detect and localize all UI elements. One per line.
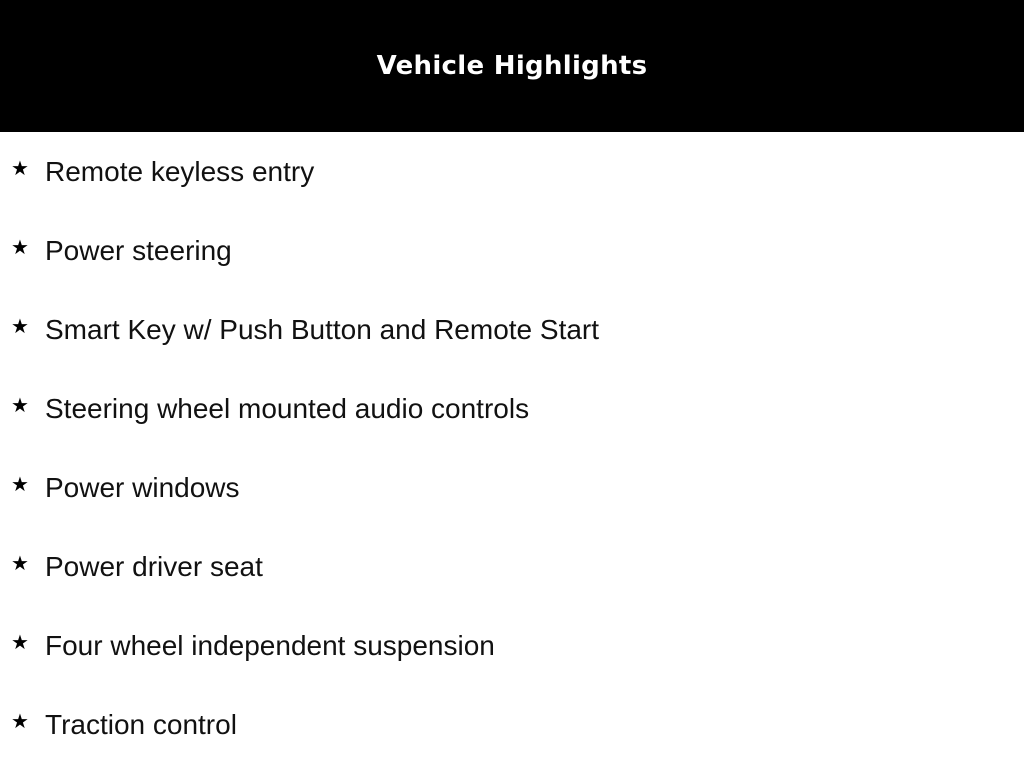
list-item — [0, 310, 1024, 350]
star-icon: ★ — [11, 551, 29, 575]
highlight-label: Power windows — [45, 472, 240, 503]
highlight-label: Smart Key w/ Push Button and Remote Start — [45, 314, 600, 345]
list-item — [0, 389, 1024, 429]
list-item — [0, 547, 1024, 587]
star-icon: ★ — [11, 156, 29, 180]
highlight-label: Power steering — [45, 235, 232, 266]
highlight-label: Power driver seat — [45, 551, 263, 582]
list-item — [0, 152, 1024, 192]
list-item — [0, 705, 1024, 745]
star-icon: ★ — [11, 630, 29, 654]
star-icon: ★ — [11, 472, 29, 496]
star-icon: ★ — [11, 314, 29, 338]
star-icon: ★ — [11, 393, 29, 417]
highlight-label: Remote keyless entry — [45, 156, 315, 187]
highlight-label: Steering wheel mounted audio controls — [45, 393, 530, 424]
list-item — [0, 231, 1024, 271]
highlight-label: Four wheel independent suspension — [45, 630, 495, 661]
star-icon: ★ — [11, 235, 29, 259]
highlight-label: Traction control — [45, 709, 237, 740]
list-item — [0, 626, 1024, 666]
header-bar — [0, 0, 1024, 132]
page-title: Vehicle Highlights — [376, 51, 648, 81]
list-item — [0, 468, 1024, 508]
star-icon: ★ — [11, 709, 29, 733]
